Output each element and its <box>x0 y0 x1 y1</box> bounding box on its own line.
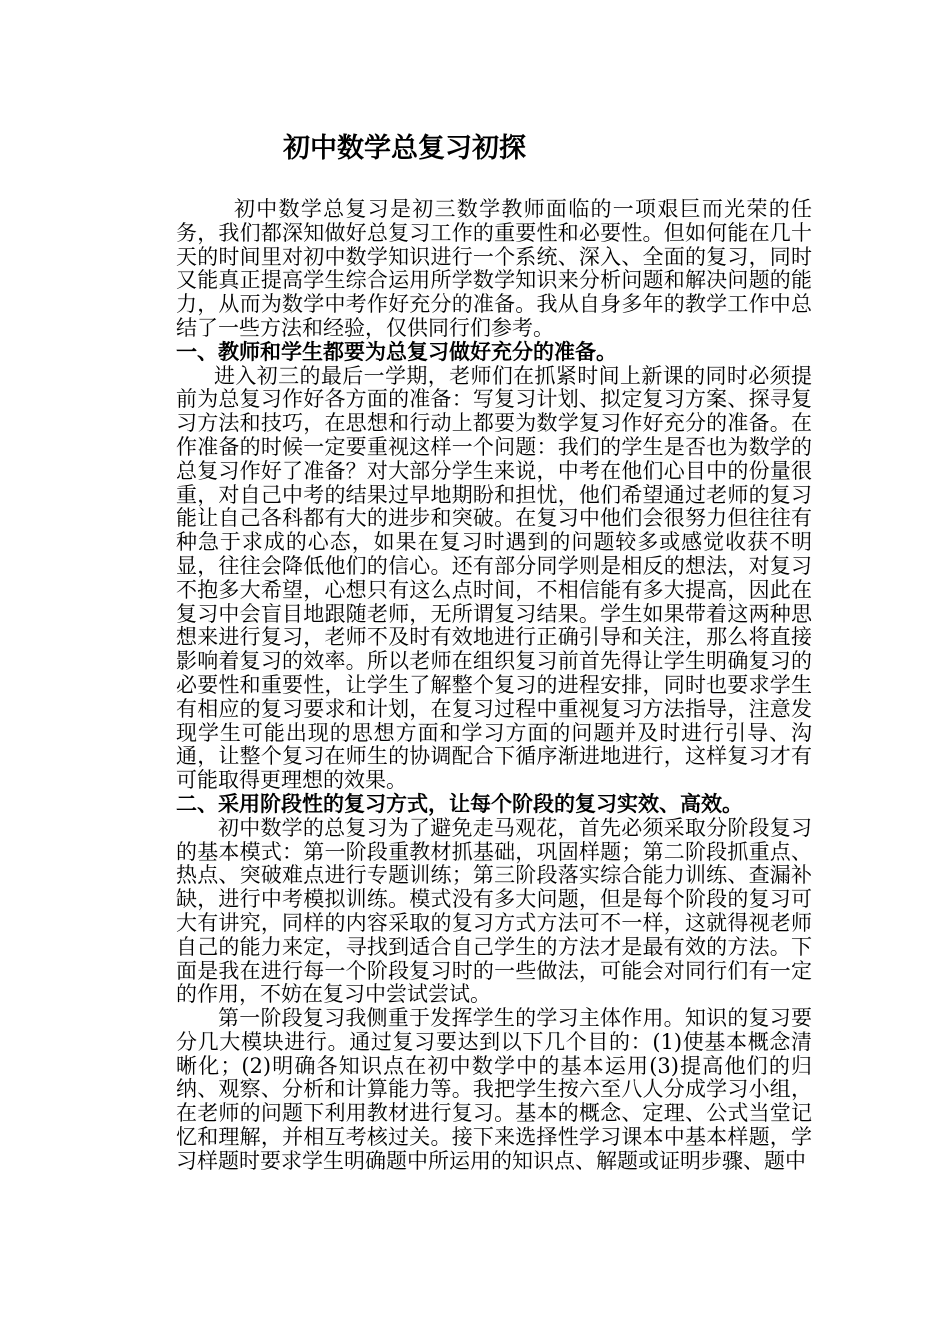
section-1-heading: 一、教师和学生都要为总复习做好充分的准备。 <box>176 339 617 364</box>
section-2-paragraph-2: 第一阶段复习我侧重于发挥学生的学习主体作用。知识的复习要分几大模块进行。通过复习要达到以下几个目的：(1)使基本概念清晰化；(2)明确各知识点在初中数学中的基本运用(3)提高他们的归纳、观察、分析和计算能力等。我把学生按六至八人分成学习小组，在老师的问题下利用教材进行复习。基本的概念、定理、公式当堂记忆和理解，并相互考核过关。接下来选择性学习课本中基本样题，学习样题时要求学生明确题中所运用的知识点、解题或证明步骤、题中 <box>176 1006 812 1173</box>
section-1-paragraph: 进入初三的最后一学期，老师们在抓紧时间上新课的同时必须提前为总复习作好各方面的准备：写复习计划、拟定复习方案、探寻复习方法和技巧，在思想和行动上都要为数学复习作好充分的准备。在作准备的时候一定要重视这样一个问题：我们的学生是否也为数学的总复习作好了准备？对大部分学生来说，中考在他们心目中的份量很重，对自己中考的结果过早地期盼和担忧，他们希望通过老师的复习能让自己各科都有大的进步和突破。在复习中他们会很努力但往往有种急于求成的心态，如果在复习时遇到的问题较多或感觉收获不明显，往往会降低他们的信心。还有部分同学则是相反的想法，对复习不抱多大希望，心想只有这么点时间，不相信能有多大提高，因此在复习中会盲目地跟随老师，无所谓复习结果。学生如果带着这两种思想来进行复习，老师不及时有效地进行正确引导和关注，那么将直接影响着复习的效率。所以老师在组织复习前首先得让学生明确复习的必要性和重要性，让学生了解整个复习的进程安排，同时也要求学生有相应的复习要求和计划，在复习过程中重视复习方法指导，注意发现学生可能出现的思想方面和学习方面的问题并及时进行引导、沟通，让整个复习在师生的协调配合下循序渐进地进行，这样复习才有可能取得更理想的效果。 <box>176 363 812 793</box>
document-title: 初中数学总复习初探 <box>283 133 526 164</box>
intro-paragraph: 初中数学总复习是初三数学教师面临的一项艰巨而光荣的任务，我们都深知做好总复习工作的重要性和必要性。但如何能在几十天的时间里对初中数学知识进行一个系统、深入、全面的复习，同时又能真正提高学生综合运用所学数学知识来分析问题和解决问题的能力，从而为数学中考作好充分的准备。我从自身多年的教学工作中总结了一些方法和经验，仅供同行们参考。 <box>176 197 812 340</box>
section-2-paragraph-1: 初中数学的总复习为了避免走马观花，首先必须采取分阶段复习的基本模式：第一阶段重教材抓基础，巩固样题；第二阶段抓重点、热点、突破难点进行专题训练；第三阶段落实综合能力训练、查漏补缺，进行中考模拟训练。模式没有多大问题，但是每个阶段的复习可大有讲究，同样的内容采取的复习方式方法可不一样，这就得视老师自己的能力来定，寻找到适合自己学生的方法才是最有效的方法。下面是我在进行每一个阶段复习时的一些做法，可能会对同行们有一定的作用，不妨在复习中尝试尝试。 <box>176 815 812 1007</box>
document-body <box>176 198 812 1174</box>
section-2-heading: 二、采用阶段性的复习方式，让每个阶段的复习实效、高效。 <box>176 791 743 816</box>
